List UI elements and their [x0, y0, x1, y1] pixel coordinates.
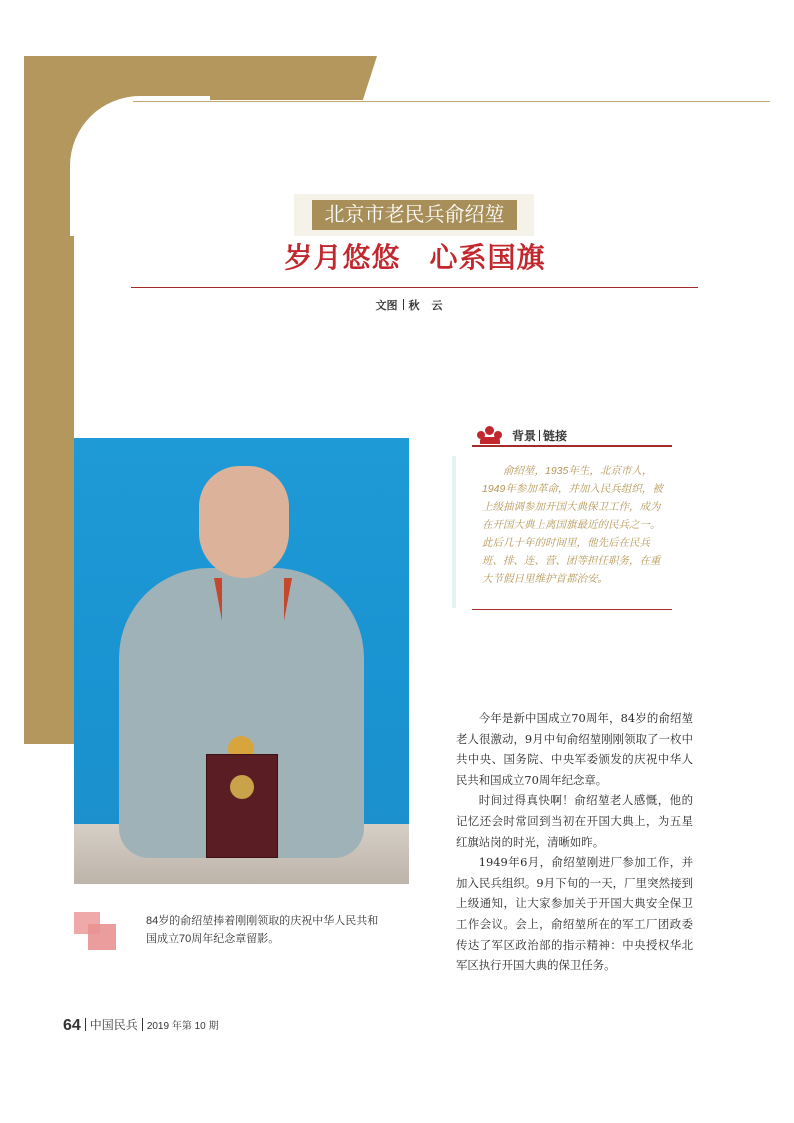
- page-title: 岁月悠悠 心系国旗: [284, 241, 546, 274]
- portrait-photo: [74, 438, 409, 884]
- photo-person-head: [199, 466, 289, 578]
- article-paragraph: 今年是新中国成立70周年，84岁的俞绍堃老人很激动，9月中旬俞绍堃刚刚领取了一枚中共中央、国务院、中央军委颁发的庆祝中华人民共和国成立70周年纪念章。: [456, 711, 693, 787]
- footer-separator: [85, 1018, 86, 1031]
- article-body: [456, 708, 693, 976]
- footer-separator: [142, 1018, 143, 1031]
- background-title-b: 链接: [543, 429, 568, 443]
- byline-separator: [403, 299, 404, 310]
- page-footer: [63, 1016, 219, 1035]
- background-text: 俞绍堃，1935年生，北京市人，1949年参加革命，并加入民兵组织，被上级抽调参加开国大典保卫工作，成为在开国大典上离国旗最近的民兵之一。此后几十年的时间里，他先后在民兵班、排、连、营、团等担任职务，在重大节假日里维护首都治安。: [482, 462, 664, 588]
- background-link-title: [512, 427, 567, 444]
- background-link-header: [472, 424, 672, 446]
- page-curve: [70, 96, 210, 236]
- background-bottom-rule: [472, 609, 672, 610]
- caption-square-dark: [88, 924, 116, 950]
- article-paragraph: 时间过得真快啊！俞绍堃老人感慨，他的记忆还会时常回到当初在开国大典上，为五星红旗站岗的时光，清晰如昨。: [456, 793, 693, 849]
- kicker-label: 北京市老民兵俞绍堃: [312, 200, 517, 230]
- page-number: 64: [63, 1017, 81, 1034]
- national-emblem-icon: [230, 775, 254, 799]
- title-divider: [131, 287, 698, 288]
- people-icon: [477, 426, 503, 444]
- title-separator: [539, 430, 540, 441]
- byline-author: 秋云: [408, 299, 455, 312]
- caption-decoration: [74, 912, 120, 950]
- article-paragraph: 1949年6月，俞绍堃刚进厂参加工作，并加入民兵组织。9月下旬的一天，厂里突然接到上级通知，让大家参加关于开国大典安全保卫工作会议。会上，俞绍堃所在的军工厂团政委传达了军区政治部的指示精神：中央授权华北军区执行开国大典的保卫任务。: [456, 855, 693, 973]
- background-header-rule: [472, 445, 672, 447]
- issue-label: 2019 年第 10 期: [146, 1021, 219, 1032]
- top-rule: [133, 101, 770, 102]
- background-title-a: 背景: [512, 429, 537, 443]
- photo-caption: 84岁的俞绍堃捧着刚刚领取的庆祝中华人民共和国成立70周年纪念章留影。: [146, 915, 379, 945]
- certificate-case: [206, 754, 278, 858]
- byline-prefix: 文图: [375, 299, 398, 312]
- magazine-name: 中国民兵: [89, 1018, 138, 1032]
- byline: [300, 297, 530, 313]
